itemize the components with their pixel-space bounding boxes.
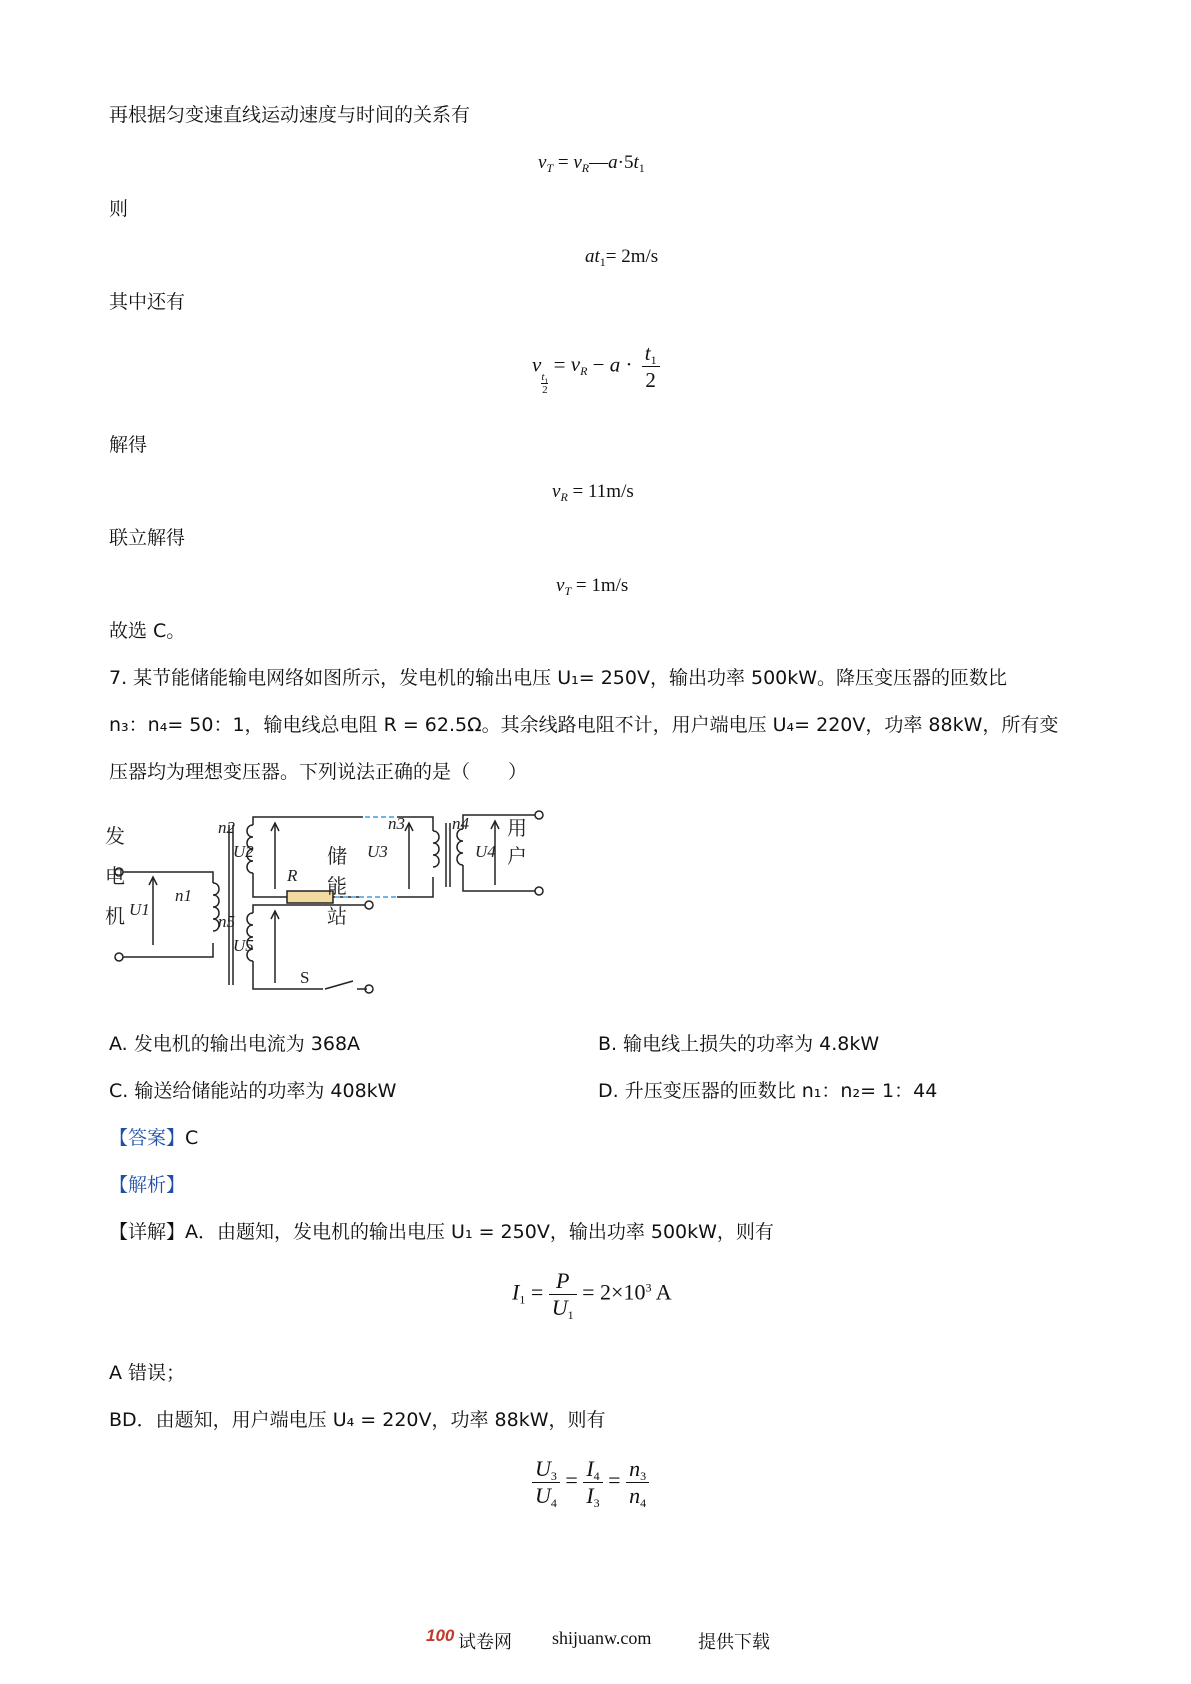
answer-tag: 【答案】: [109, 1127, 186, 1149]
label-r: R: [287, 866, 298, 885]
equation-vhalf: v $\frac{t_1}{2}$ = $v_R - a$ · $\frac{t_1}{2}$: [532, 340, 660, 396]
text-line: 故选 C。: [109, 620, 186, 642]
user-char: 用: [507, 816, 527, 840]
equation-i1: $I_1$ = $\frac{P}{U_1}$ = $2\times 10^3$ A: [512, 1268, 672, 1322]
label-u3: U3: [367, 842, 388, 861]
label-u2: U2: [233, 842, 254, 861]
generator-char: 机: [105, 904, 125, 928]
answer-line: [109, 1125, 198, 1151]
user-char: 户: [507, 844, 527, 868]
equation-vt-result: $v_T = 1m/s$: [556, 575, 629, 598]
question-line: 7. 某节能储能输电网络如图所示，发电机的输出电压 U₁= 250V，输出功率 500kW。降压变压器的匝数比: [109, 667, 1008, 689]
question-line: 压器均为理想变压器。下列说法正确的是（ ）: [109, 761, 528, 783]
text-line: 再根据匀变速直线运动速度与时间的关系有: [109, 104, 471, 126]
option-d: D. 升压变压器的匝数比 n₁：n₂= 1：44: [598, 1080, 938, 1102]
circuit-diagram: [105, 805, 565, 1005]
station-char: 站: [327, 904, 347, 928]
label-n3: n3: [388, 814, 405, 833]
option-b: B. 输电线上损失的功率为 4.8kW: [598, 1033, 880, 1055]
detail-line: BD．由题知，用户端电压 U₄ = 220V，功率 88kW，则有: [109, 1409, 606, 1431]
equation-ratio: $\frac{U_3}{U_4}$ = $\frac{I_4}{I_3}$ = $\frac{n_3}{n_4}$: [532, 1456, 649, 1509]
label-n1: n1: [175, 886, 192, 905]
text-line: 其中还有: [109, 291, 186, 313]
equation-at1: $at_1= 2m/s$: [585, 246, 659, 269]
station-char: 能: [327, 874, 347, 898]
label-n5: n5: [218, 912, 235, 931]
text-line: 解得: [109, 434, 148, 456]
detail-line: A 错误；: [109, 1362, 186, 1384]
footer-brand: 试卷网: [458, 1632, 512, 1653]
label-u4: U4: [475, 842, 496, 861]
station-char: 储: [327, 844, 347, 868]
question-line: n₃：n₄= 50：1，输电线总电阻 R = 62.5Ω。其余线路电阻不计，用户端电压 U₄= 220V，功率 88kW，所有变: [109, 714, 1059, 736]
label-u5: U5: [233, 936, 254, 955]
generator-char: 发: [105, 824, 125, 848]
option-c: C. 输送给储能站的功率为 408kW: [109, 1080, 397, 1102]
generator-char: 电: [105, 864, 125, 888]
text-line: 则: [109, 198, 129, 220]
label-n4: n4: [452, 814, 469, 833]
option-a: A. 发电机的输出电流为 368A: [109, 1033, 361, 1055]
equation-vr: $v_R = 11m/s$: [552, 481, 634, 504]
label-n2: n2: [218, 818, 235, 837]
label-u1: U1: [129, 900, 150, 919]
label-s: S: [300, 968, 310, 987]
footer-logo: 100: [426, 1626, 455, 1645]
footer-site: shijuanw.com: [552, 1628, 652, 1648]
answer-value: C: [185, 1127, 199, 1149]
detail-line: 【详解】A．由题知，发电机的输出电压 U₁ = 250V，输出功率 500kW，则有: [109, 1221, 774, 1243]
footer-note: 提供下载: [698, 1632, 770, 1653]
analysis-tag: 【解析】: [109, 1174, 186, 1196]
equation-vt: $v_T$ = $v_R—a\cdot 5t_1$: [538, 152, 645, 175]
text-line: 联立解得: [109, 527, 186, 549]
